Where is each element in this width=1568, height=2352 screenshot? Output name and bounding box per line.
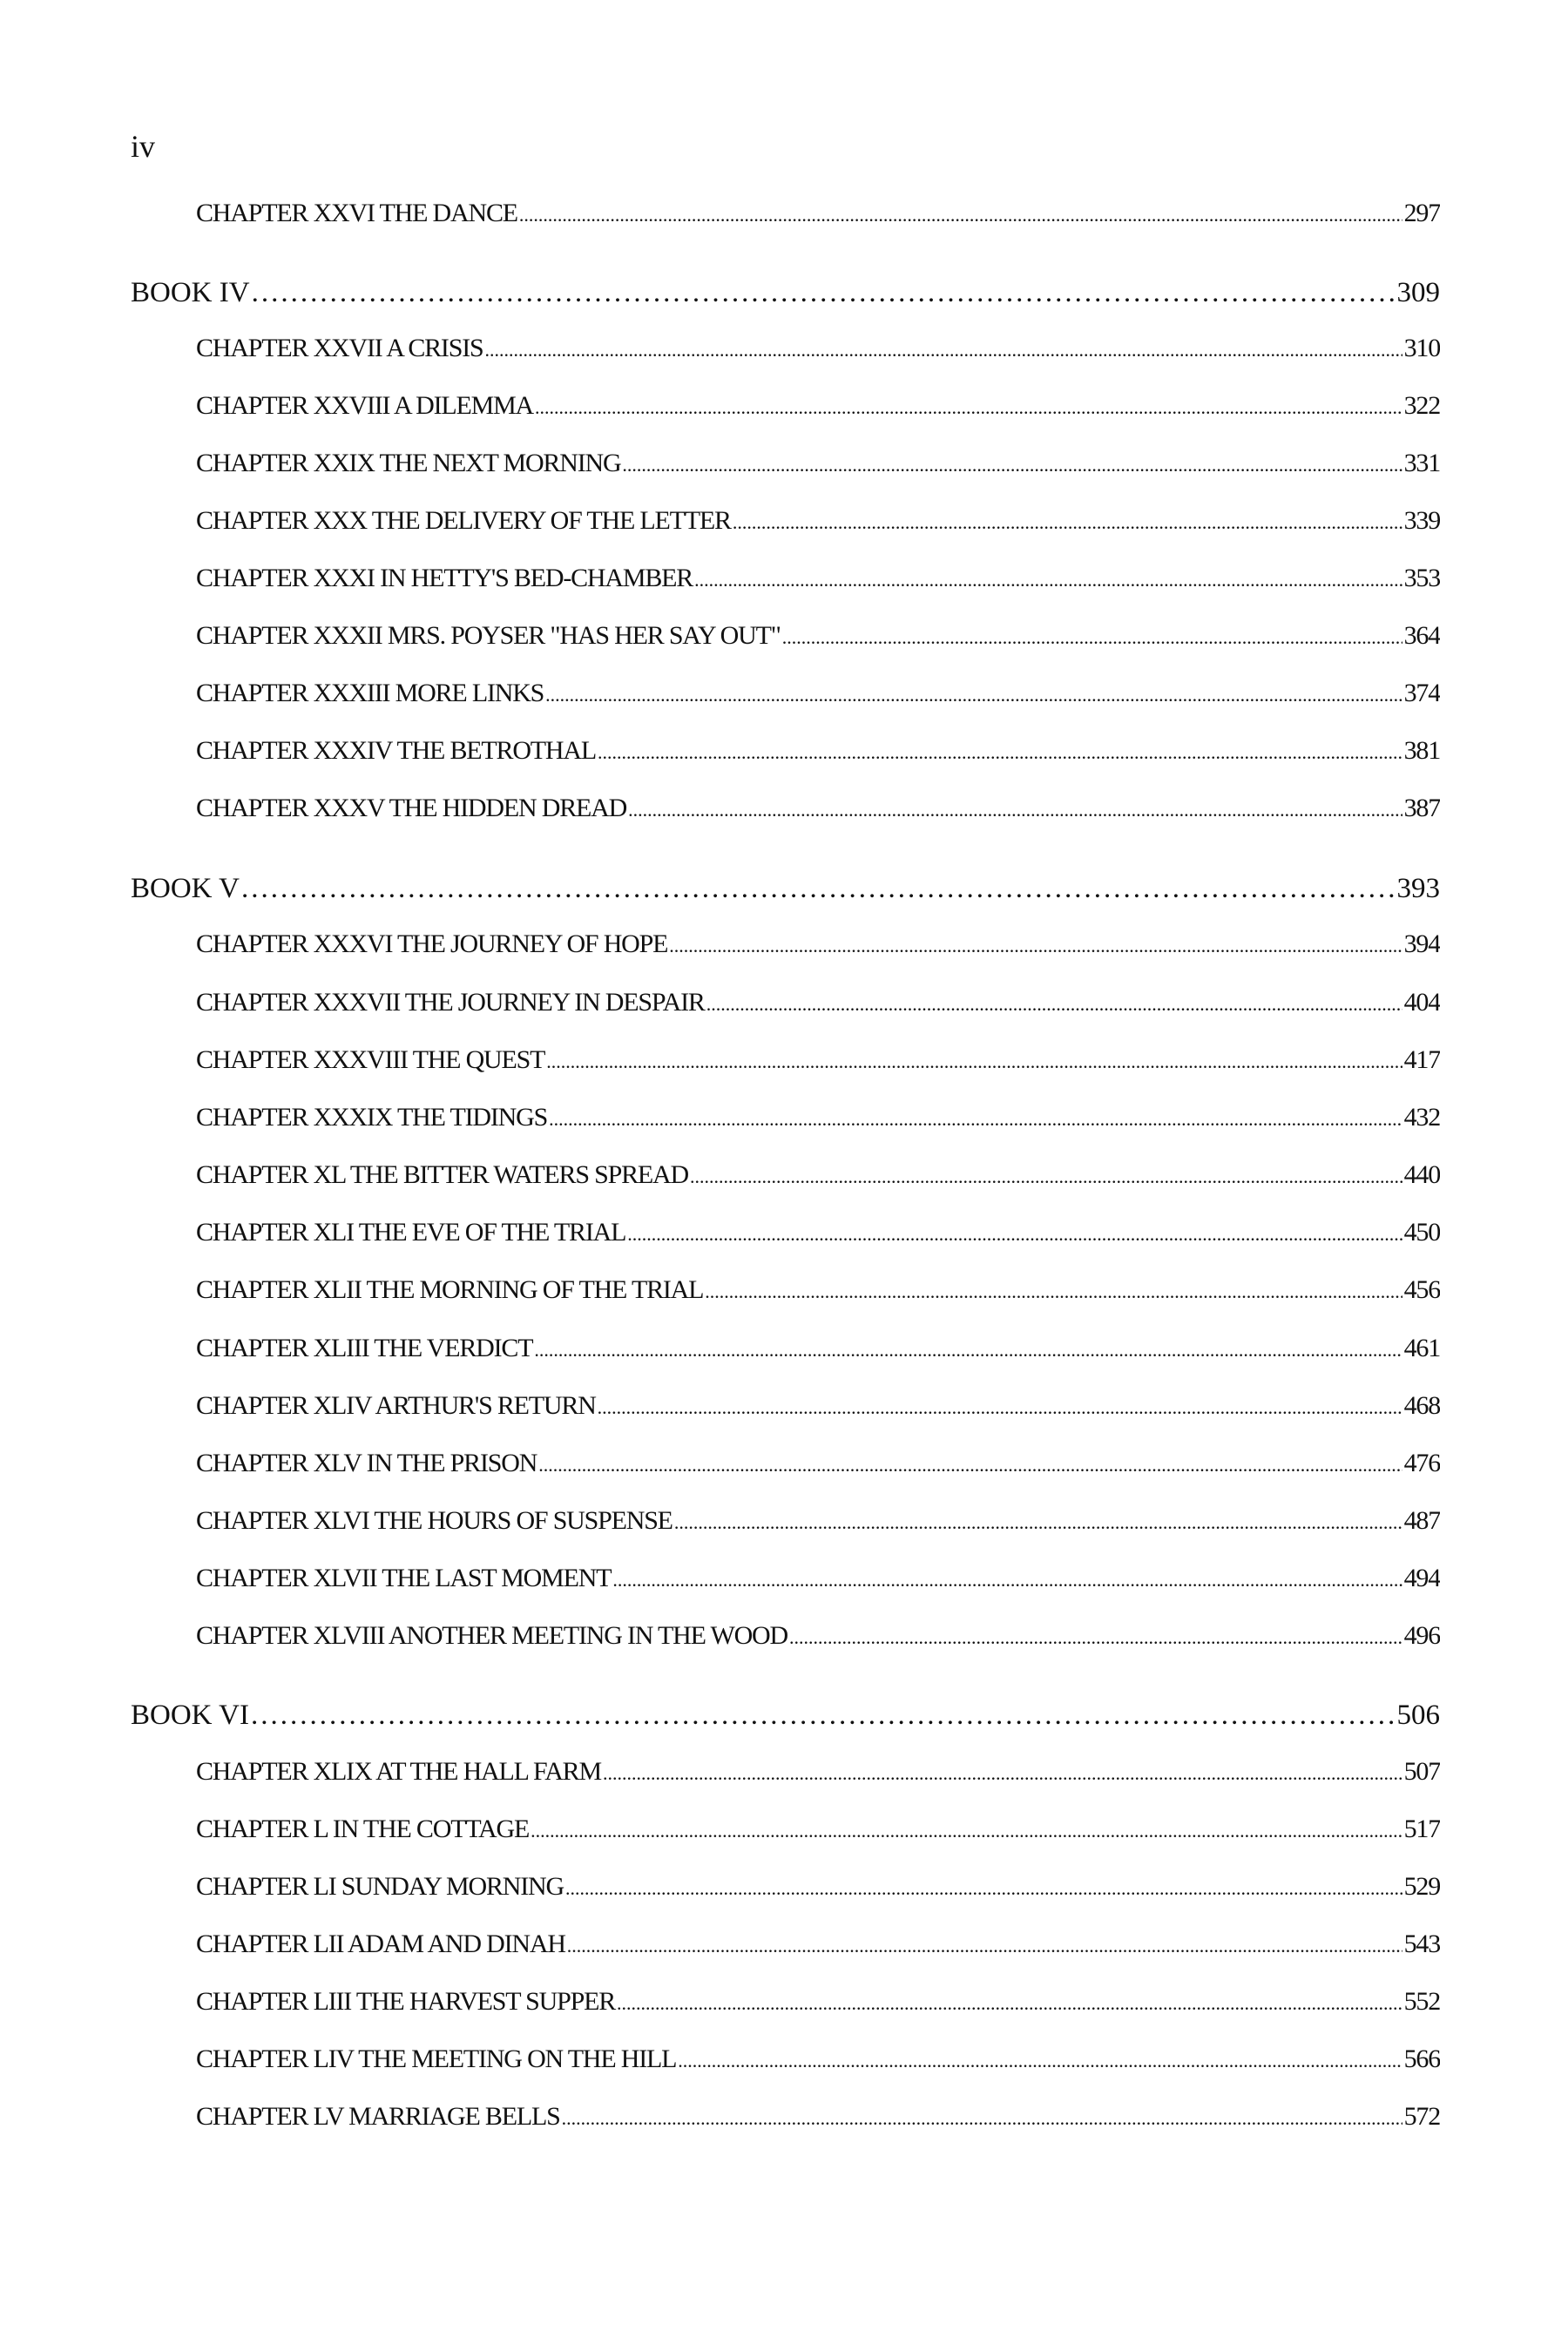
toc-entry-title: CHAPTER LIV THE MEETING ON THE HILL (196, 2044, 677, 2073)
toc-entry-page: 552 (1403, 1987, 1440, 2016)
toc-entry-title: CHAPTER XXIX THE NEXT MORNING (196, 449, 621, 477)
toc-entry-page: 393 (1396, 873, 1440, 904)
dot-leader (534, 1334, 1402, 1363)
toc-chapter-entry (196, 1103, 1440, 1132)
toc-entry-title: CHAPTER LII ADAM AND DINAH (196, 1930, 565, 1958)
dot-leader (706, 988, 1402, 1017)
toc-entry-title: BOOK V (131, 873, 240, 904)
toc-book-entry (131, 277, 1440, 309)
dot-leader (546, 1045, 1402, 1075)
toc-entry-page: 517 (1403, 1815, 1440, 1843)
toc-chapter-entry (196, 1391, 1440, 1421)
toc-entry-title: CHAPTER XLIII THE VERDICT (196, 1334, 533, 1362)
toc-chapter-entry (196, 2102, 1440, 2132)
toc-entry-page: 310 (1403, 334, 1440, 362)
dot-leader (622, 449, 1402, 478)
dot-leader (694, 564, 1402, 593)
toc-entry-page: 572 (1403, 2102, 1440, 2131)
toc-entry-page: 487 (1403, 1506, 1440, 1535)
toc-chapter-entry (196, 929, 1440, 959)
toc-entry-title: CHAPTER XXVIII A DILEMMA (196, 391, 534, 420)
toc-entry-page: 353 (1403, 564, 1440, 592)
toc-entry-page: 404 (1403, 988, 1440, 1017)
dot-leader (678, 2044, 1402, 2074)
toc-chapter-entry (196, 391, 1440, 421)
toc-entry-page: 566 (1403, 2044, 1440, 2073)
toc-book-entry (131, 873, 1440, 905)
toc-entry-page: 322 (1403, 391, 1440, 420)
toc-entry-page: 468 (1403, 1391, 1440, 1420)
toc-entry-page: 461 (1403, 1334, 1440, 1362)
dot-leader (598, 1391, 1402, 1421)
toc-chapter-entry (196, 1564, 1440, 1593)
toc-chapter-entry (196, 199, 1440, 228)
toc-chapter-entry (196, 1045, 1440, 1075)
dot-leader (549, 1103, 1402, 1132)
dot-leader (705, 1275, 1402, 1305)
toc-chapter-entry (196, 1218, 1440, 1247)
toc-book-entry (131, 1700, 1440, 1732)
toc-entry-title: BOOK VI (131, 1700, 249, 1731)
toc-chapter-entry (196, 794, 1440, 823)
dot-leader (545, 679, 1402, 708)
toc-entry-title: CHAPTER XLIX AT THE HALL FARM (196, 1757, 601, 1786)
toc-entry-page: 381 (1403, 736, 1440, 765)
toc-entry-page: 440 (1403, 1160, 1440, 1189)
toc-entry-title: CHAPTER LIII THE HARVEST SUPPER (196, 1987, 616, 2016)
toc-chapter-entry (196, 506, 1440, 536)
toc-chapter-entry (196, 621, 1440, 651)
dot-leader (628, 794, 1402, 823)
toc-chapter-entry (196, 1506, 1440, 1536)
toc-entry-title: CHAPTER XLVI THE HOURS OF SUSPENSE (196, 1506, 672, 1535)
toc-chapter-entry (196, 736, 1440, 766)
toc-entry-title: CHAPTER XXXIX THE TIDINGS (196, 1103, 548, 1132)
dot-leader (562, 2102, 1402, 2132)
dot-leader (690, 1160, 1402, 1190)
dot-leader (733, 506, 1402, 536)
toc-entry-title: CHAPTER XXXVIII THE QUEST (196, 1045, 545, 1074)
toc-entry-page: 364 (1403, 621, 1440, 650)
dot-leader (484, 334, 1402, 363)
toc-entry-title: CHAPTER XXXIV THE BETROTHAL (196, 736, 596, 765)
toc-chapter-entry (196, 1930, 1440, 1959)
toc-chapter-entry (196, 564, 1440, 593)
dot-leader (789, 1621, 1402, 1651)
toc-entry-title: CHAPTER XLVIII ANOTHER MEETING IN THE WOOD (196, 1621, 787, 1650)
toc-chapter-entry (196, 2044, 1440, 2074)
dot-leader (565, 1872, 1402, 1902)
toc-entry-title: CHAPTER XLV IN THE PRISON (196, 1449, 537, 1477)
toc-entry-title: CHAPTER XLI THE EVE OF THE TRIAL (196, 1218, 626, 1247)
toc-entry-page: 507 (1403, 1757, 1440, 1786)
toc-entry-page: 331 (1403, 449, 1440, 477)
toc-entry-title: CHAPTER XXVI THE DANCE (196, 199, 517, 227)
toc-entry-title: CHAPTER XLVII THE LAST MOMENT (196, 1564, 612, 1592)
toc-entry-page: 394 (1403, 929, 1440, 958)
toc-entry-title: CHAPTER XXVII A CRISIS (196, 334, 483, 362)
toc-entry-title: CHAPTER XLIV ARTHUR'S RETURN (196, 1391, 596, 1420)
dot-leader (519, 199, 1402, 228)
toc-entry-page: 506 (1396, 1700, 1440, 1731)
toc-entry-title: CHAPTER LI SUNDAY MORNING (196, 1872, 564, 1901)
toc-entry-title: CHAPTER XXXI IN HETTY'S BED-CHAMBER (196, 564, 693, 592)
toc-entry-page: 496 (1403, 1621, 1440, 1650)
dot-leader (782, 621, 1402, 651)
dot-leader (669, 929, 1402, 959)
toc-entry-title: CHAPTER XXX THE DELIVERY OF THE LETTER (196, 506, 731, 535)
dot-leader (598, 736, 1402, 766)
toc-chapter-entry (196, 334, 1440, 363)
dot-leader (538, 1449, 1402, 1478)
toc-entry-page: 387 (1403, 794, 1440, 822)
dot-leader (567, 1930, 1402, 1959)
toc-entry-title: CHAPTER XXXII MRS. POYSER "HAS HER SAY OUT" (196, 621, 781, 650)
toc-entry-title: BOOK IV (131, 277, 250, 308)
toc-entry-page: 456 (1403, 1275, 1440, 1304)
toc-chapter-entry (196, 1449, 1440, 1478)
toc-chapter-entry (196, 988, 1440, 1017)
dot-leader (531, 1815, 1402, 1844)
page-number: iv (131, 129, 156, 164)
toc-chapter-entry (196, 1872, 1440, 1902)
toc-chapter-entry (196, 449, 1440, 478)
dot-leader (252, 277, 1396, 309)
toc-entry-page: 339 (1403, 506, 1440, 535)
toc-chapter-entry (196, 1621, 1440, 1651)
toc-entry-title: CHAPTER XXXV THE HIDDEN DREAD (196, 794, 627, 822)
toc-chapter-entry (196, 1987, 1440, 2017)
toc-chapter-entry (196, 679, 1440, 708)
dot-leader (241, 873, 1396, 905)
toc-chapter-entry (196, 1275, 1440, 1305)
toc-chapter-entry (196, 1815, 1440, 1844)
dot-leader (251, 1700, 1396, 1732)
toc-entry-page: 494 (1403, 1564, 1440, 1592)
toc-entry-title: CHAPTER LV MARRIAGE BELLS (196, 2102, 560, 2131)
toc-entry-title: CHAPTER XXXIII MORE LINKS (196, 679, 544, 707)
toc-entry-page: 374 (1403, 679, 1440, 707)
dot-leader (674, 1506, 1402, 1536)
dot-leader (535, 391, 1402, 421)
toc-entry-title: CHAPTER XLII THE MORNING OF THE TRIAL (196, 1275, 704, 1304)
toc-entry-page: 450 (1403, 1218, 1440, 1247)
toc-entry-title: CHAPTER XXXVII THE JOURNEY IN DESPAIR (196, 988, 705, 1017)
toc-chapter-entry (196, 1757, 1440, 1787)
toc-entry-page: 417 (1403, 1045, 1440, 1074)
toc-entry-page: 529 (1403, 1872, 1440, 1901)
dot-leader (603, 1757, 1402, 1787)
toc-entry-page: 309 (1396, 277, 1440, 308)
toc-entry-page: 476 (1403, 1449, 1440, 1477)
toc-entry-page: 543 (1403, 1930, 1440, 1958)
toc-entry-title: CHAPTER XL THE BITTER WATERS SPREAD (196, 1160, 688, 1189)
toc-chapter-entry (196, 1334, 1440, 1363)
toc-entry-page: 297 (1403, 199, 1440, 227)
toc-entry-title: CHAPTER XXXVI THE JOURNEY OF HOPE (196, 929, 668, 958)
dot-leader (627, 1218, 1402, 1247)
toc-entry-title: CHAPTER L IN THE COTTAGE (196, 1815, 530, 1843)
dot-leader (617, 1987, 1402, 2017)
toc-entry-page: 432 (1403, 1103, 1440, 1132)
toc-chapter-entry (196, 1160, 1440, 1190)
dot-leader (612, 1564, 1402, 1593)
